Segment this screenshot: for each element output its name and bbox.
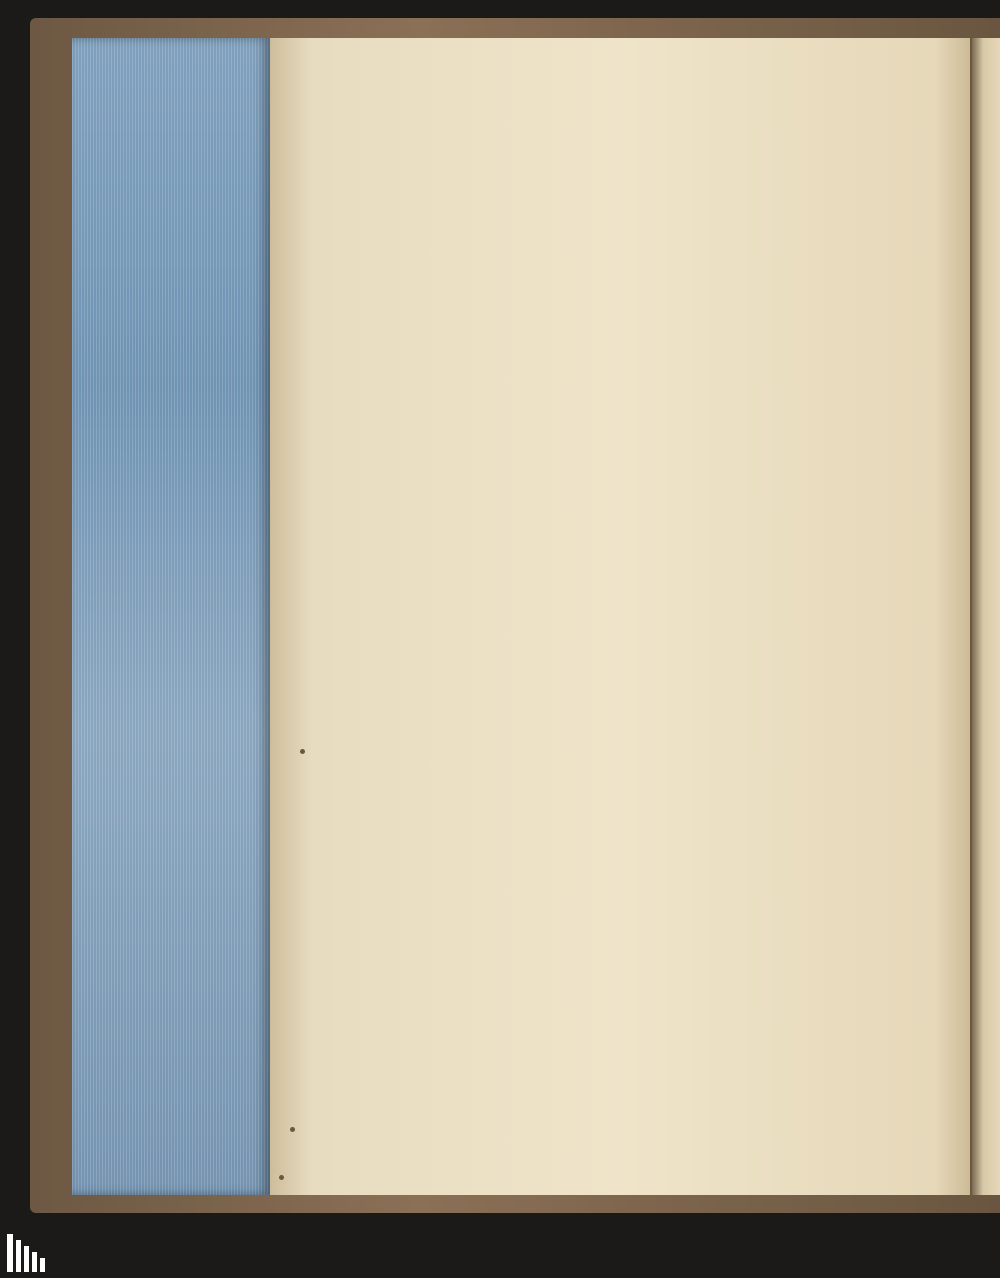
library-logo-icon — [6, 1232, 46, 1274]
dictionary-page — [270, 38, 970, 1195]
library-logo — [0, 1226, 300, 1278]
facing-page-fragment — [972, 38, 1000, 1195]
page-edges-blue — [72, 38, 270, 1195]
bookworm-hole — [279, 1175, 284, 1180]
bookworm-hole — [290, 1127, 295, 1132]
bookworm-hole — [300, 749, 305, 754]
